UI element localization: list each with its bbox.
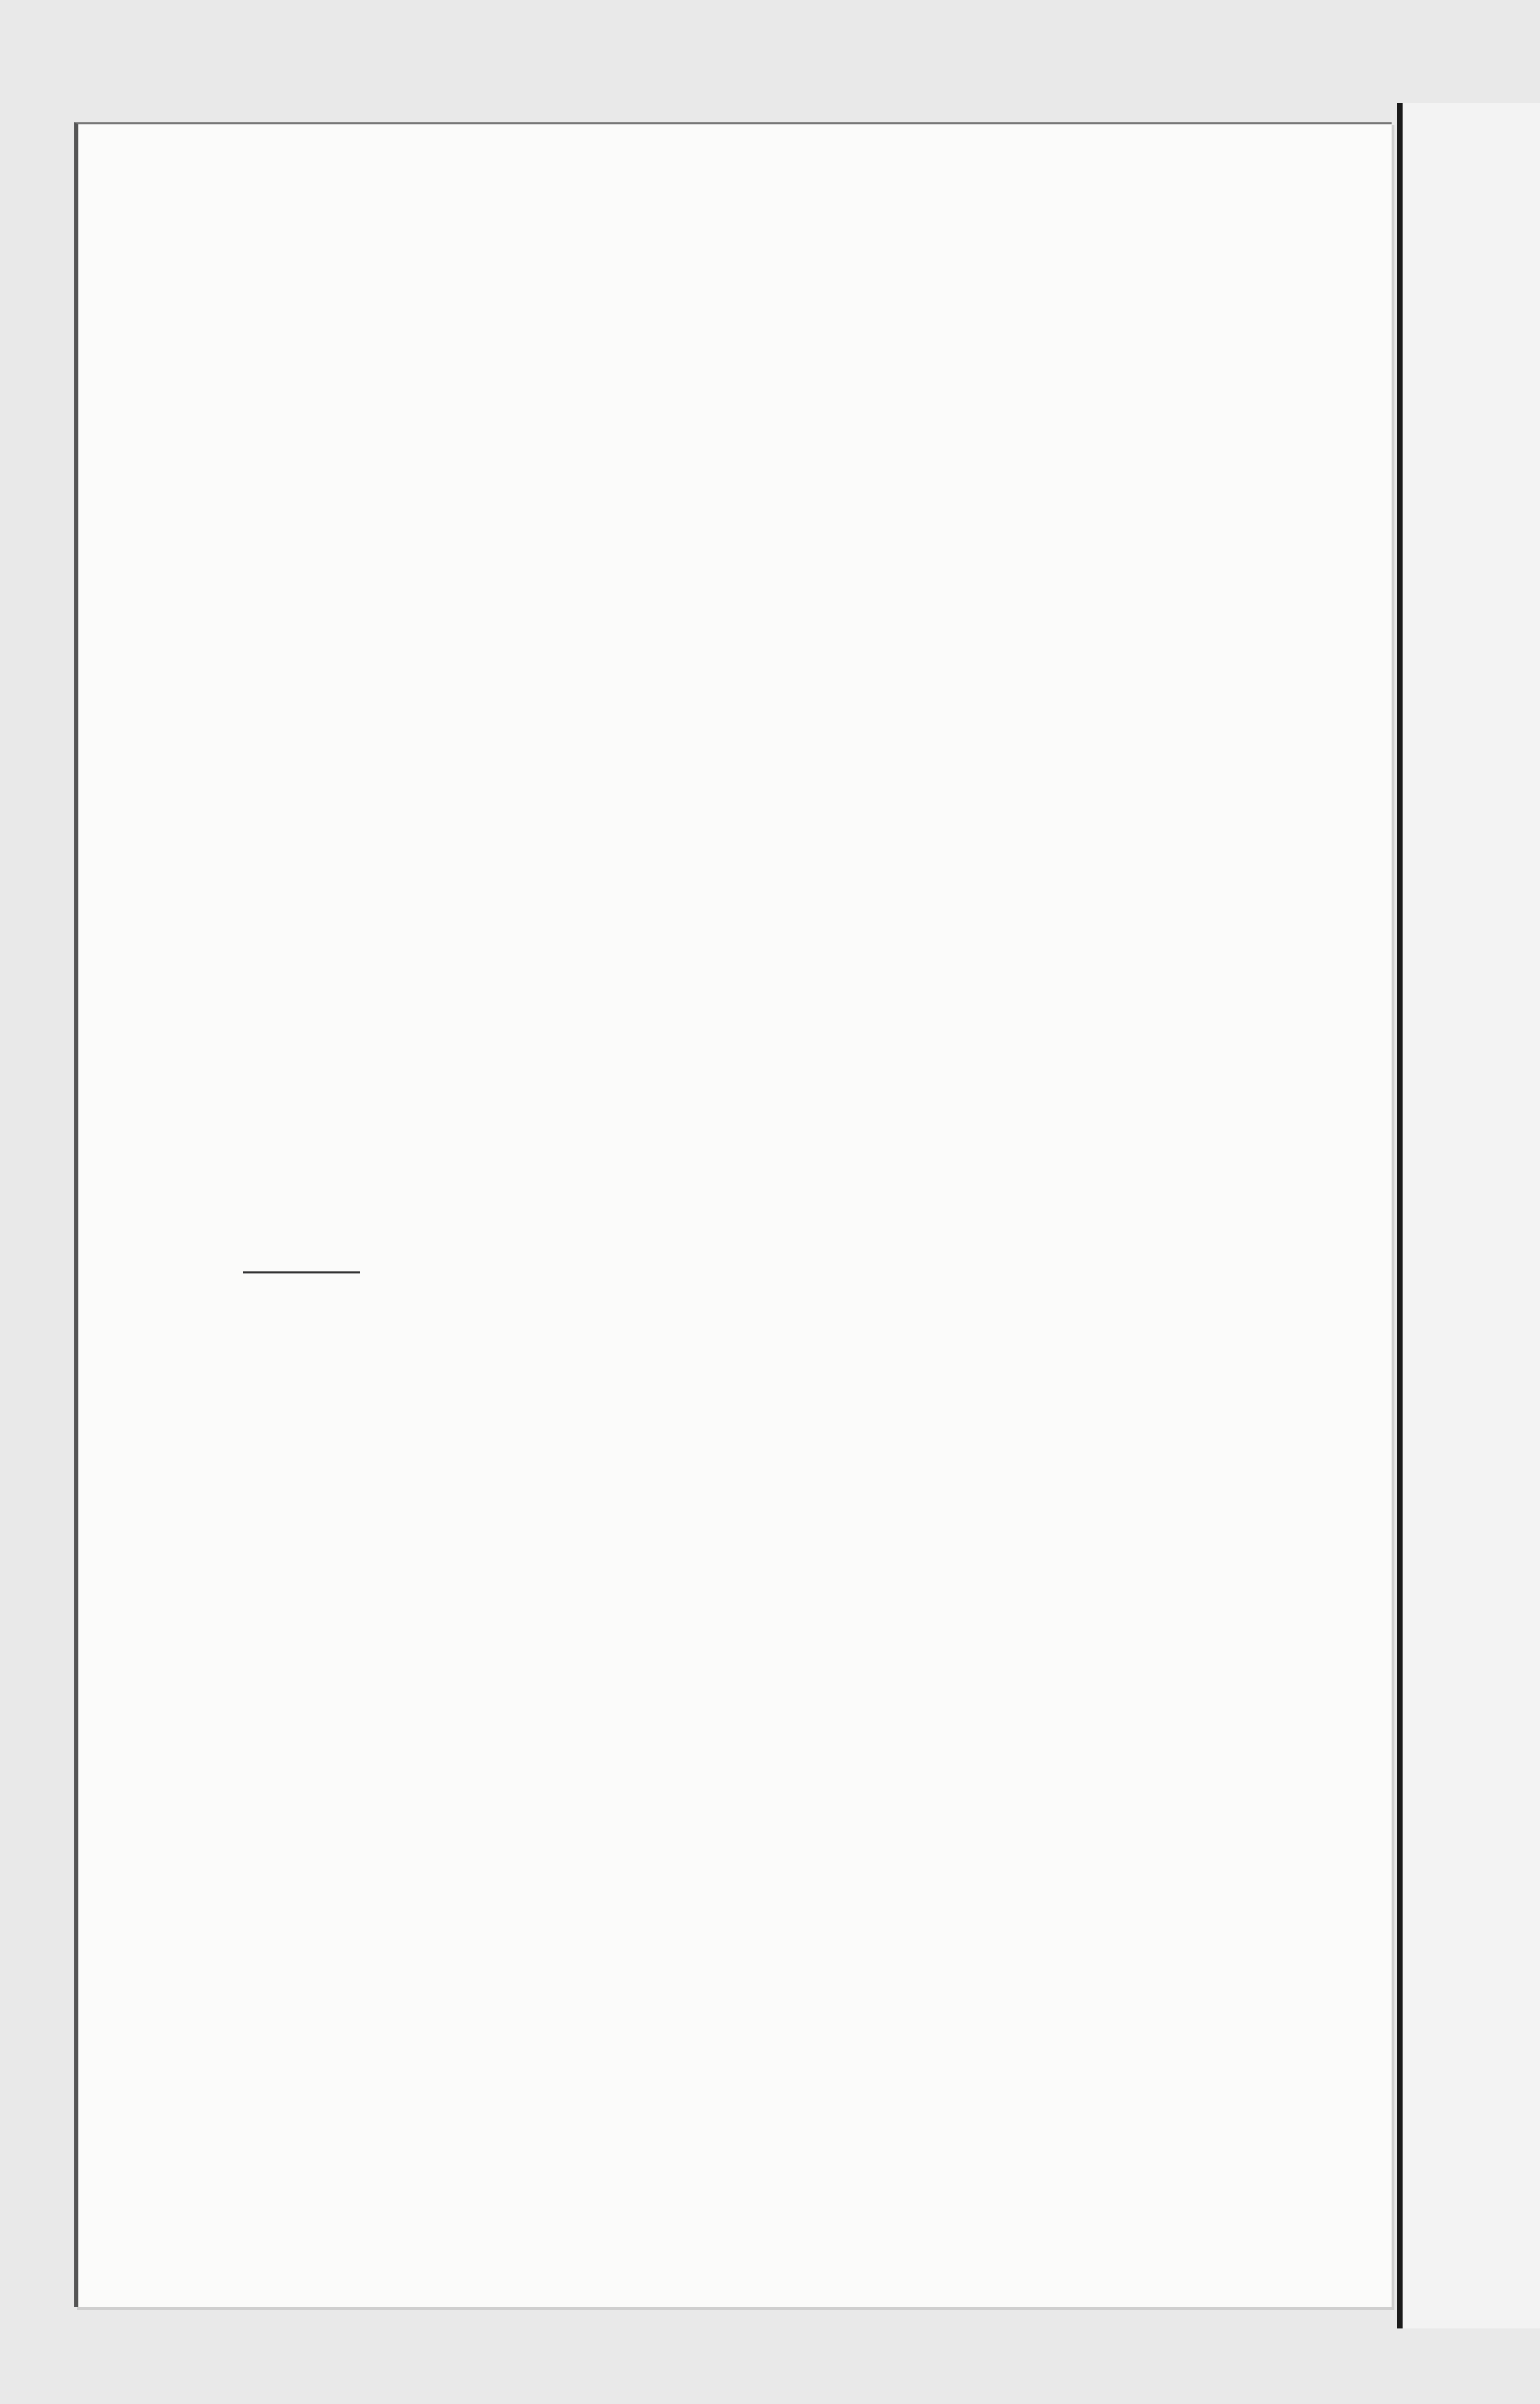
second-paragraph [284,213,1353,262]
book-page [74,122,1392,2307]
page-body [284,190,1353,262]
heading-rule [243,1271,360,1273]
facing-page-edge [1397,103,1540,2328]
final-line [290,213,1353,262]
